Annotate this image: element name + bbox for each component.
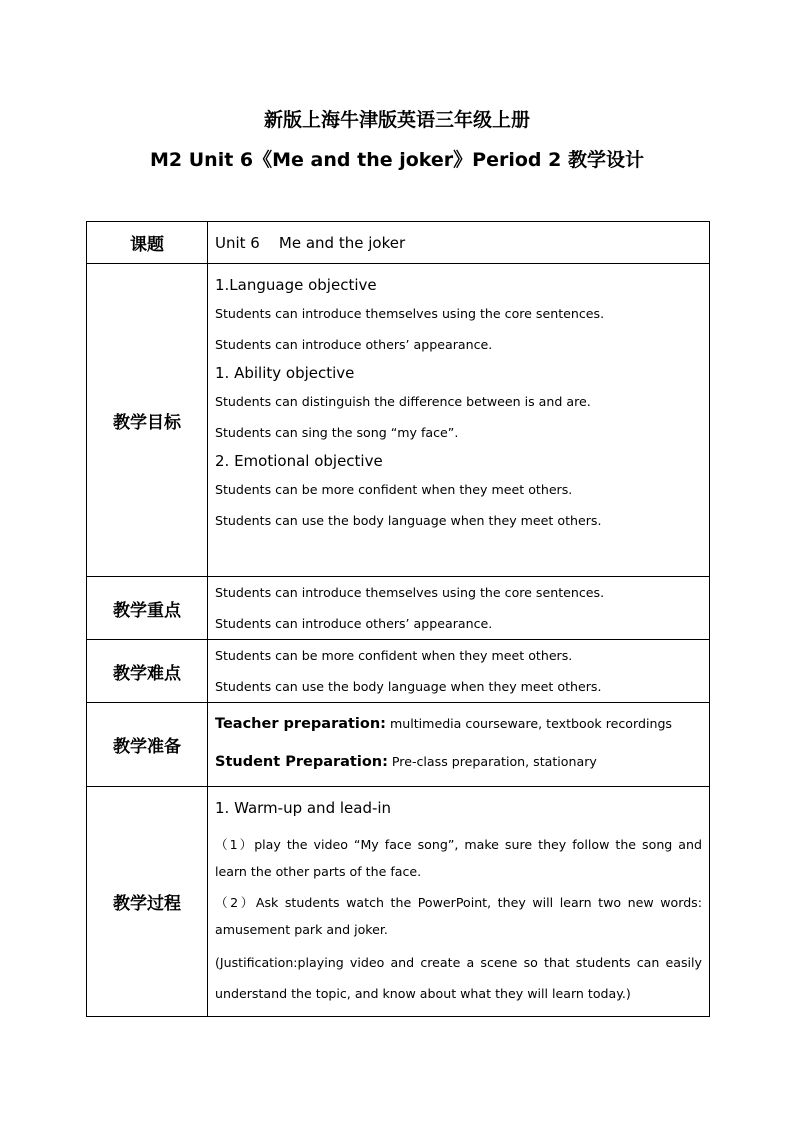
process-step: （2）Ask students watch the PowerPoint, they will learn two new words: amusement park and joker.	[215, 895, 702, 937]
emotional-objective-line: Students can use the body language when they meet others.	[215, 513, 602, 528]
key-point-line: Students can introduce others’ appearance.	[215, 616, 493, 631]
difficulty-line: Students can use the body language when they meet others.	[215, 679, 602, 694]
student-preparation	[215, 754, 702, 770]
student-preparation-value: Pre-class preparation, stationary	[387, 754, 597, 769]
document-subtitle: M2 Unit 6《Me and the joker》Period 2 教学设计	[150, 149, 644, 171]
label-topic: 课题	[87, 222, 208, 264]
teacher-preparation-label: Teacher preparation:	[215, 716, 386, 732]
process-justification: (Justification:playing video and create a scene so that students can easily understand the topic, and know about what they will learn today.)	[215, 955, 702, 1001]
row-difficulties	[87, 640, 710, 703]
language-objective-heading: 1.Language objective	[215, 276, 377, 294]
row-key-points	[87, 577, 710, 640]
topic-value: Unit 6 Me and the joker	[215, 233, 406, 252]
key-point-line: Students can introduce themselves using the core sentences.	[215, 585, 605, 600]
process-heading: 1. Warm-up and lead-in	[215, 799, 392, 817]
ability-objective-heading: 1. Ability objective	[215, 364, 355, 382]
label-key-points: 教学重点	[87, 577, 208, 640]
row-topic	[87, 222, 710, 264]
language-objective-line: Students can introduce themselves using the core sentences.	[215, 306, 605, 321]
teacher-preparation-value: multimedia courseware, textbook recordings	[385, 716, 672, 731]
teacher-preparation	[215, 716, 702, 732]
label-objectives: 教学目标	[87, 264, 208, 577]
document-title: 新版上海牛津版英语三年级上册	[263, 109, 530, 131]
label-process: 教学过程	[87, 787, 208, 1017]
label-difficulties: 教学难点	[87, 640, 208, 703]
process-step: （1）play the video “My face song”, make sure they follow the song and learn the other parts of the face.	[215, 837, 702, 879]
difficulty-line: Students can be more confident when they meet others.	[215, 648, 573, 663]
emotional-objective-line: Students can be more confident when they meet others.	[215, 482, 573, 497]
ability-objective-line: Students can distinguish the difference between is and are.	[215, 394, 591, 409]
row-process	[87, 787, 710, 1017]
lesson-plan-table	[86, 221, 710, 1017]
language-objective-line: Students can introduce others’ appearance.	[215, 337, 493, 352]
row-objectives	[87, 264, 710, 577]
emotional-objective-heading: 2. Emotional objective	[215, 452, 383, 470]
student-preparation-label: Student Preparation:	[215, 754, 388, 770]
ability-objective-line: Students can sing the song “my face”.	[215, 425, 459, 440]
row-preparation	[87, 703, 710, 787]
label-preparation: 教学准备	[87, 703, 208, 787]
